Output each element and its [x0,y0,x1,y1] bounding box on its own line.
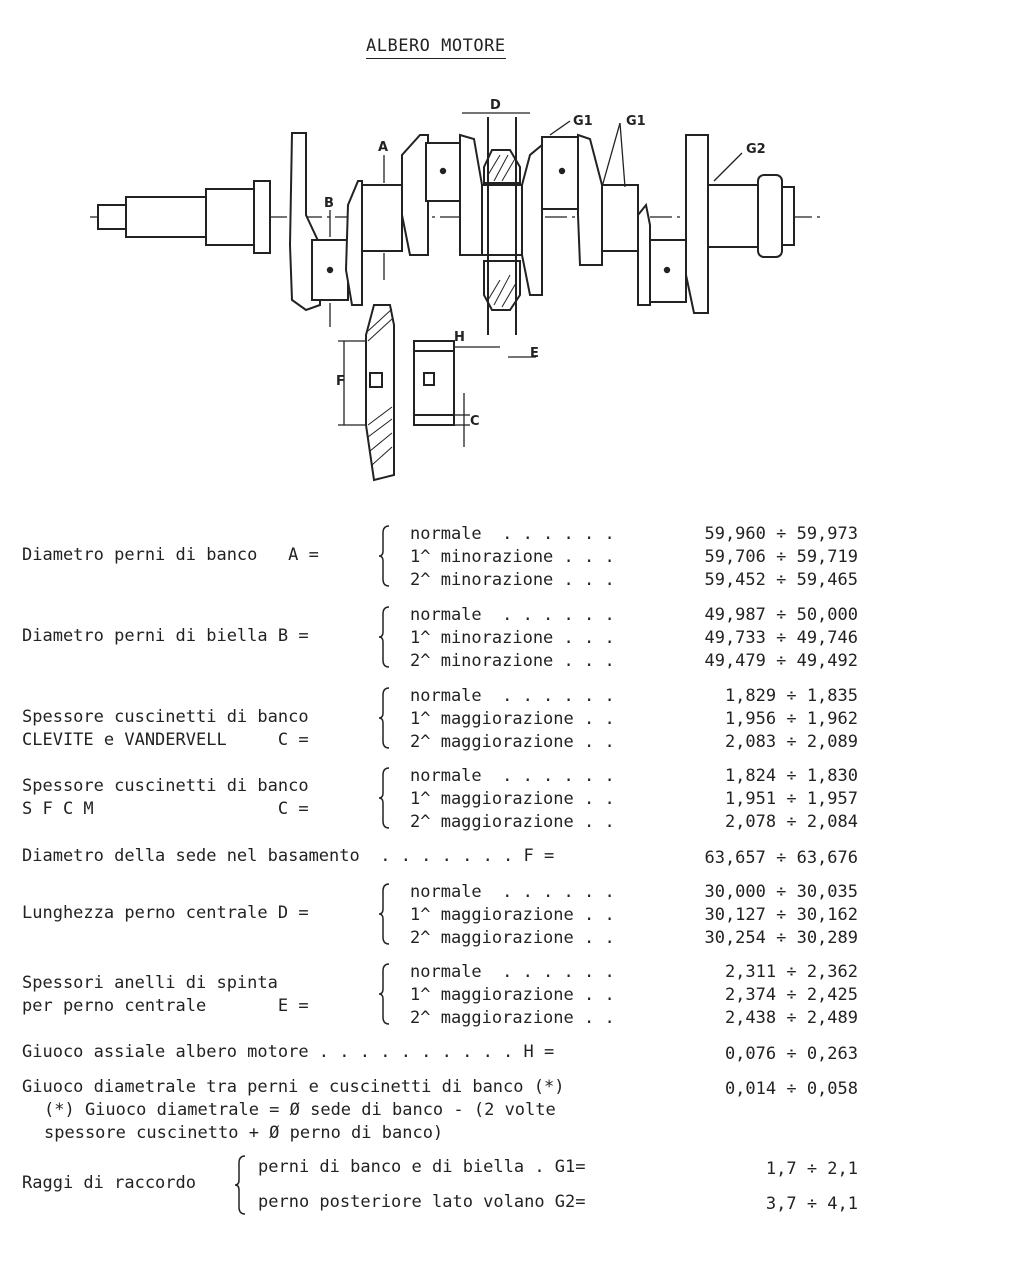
row-c2-item-1: normale . . . . . . [410,766,615,786]
row-c2-label-2: S F C M C = [22,799,309,819]
label-h: H [454,330,465,345]
row-d-item-2: 1^ maggiorazione . . [410,905,615,925]
row-a-value-3: 59,452 ÷ 59,465 [704,570,858,590]
row-e-item-1: normale . . . . . . [410,962,615,982]
label-b: B [324,196,334,211]
row-a-value-1: 59,960 ÷ 59,973 [704,524,858,544]
row-d-item-3: 2^ maggiorazione . . [410,928,615,948]
row-d-item-1: normale . . . . . . [410,882,615,902]
row-a-value-2: 59,706 ÷ 59,719 [704,547,858,567]
row-b-label: Diametro perni di biella B = [22,626,309,646]
brace-b [378,606,390,668]
row-c1-item-2: 1^ maggiorazione . . [410,709,615,729]
row-d-value-2: 30,127 ÷ 30,162 [704,905,858,925]
row-a-item-3: 2^ minorazione . . . [410,570,615,590]
row-f-label: Diametro della sede nel basamento . . . . . . . F = [22,846,555,866]
row-c1-value-2: 1,956 ÷ 1,962 [724,709,858,729]
row-b-value-3: 49,479 ÷ 49,492 [704,651,858,671]
row-c1-value-3: 2,083 ÷ 2,089 [724,732,858,752]
row-c2-item-2: 1^ maggiorazione . . [410,789,615,809]
row-g-value-1: 1,7 ÷ 2,1 [765,1159,858,1179]
row-e-item-3: 2^ maggiorazione . . [410,1008,615,1028]
row-a-label: Diametro perni di banco A = [22,545,319,565]
row-c2-label-1: Spessore cuscinetti di banco [22,776,309,796]
row-c2-item-3: 2^ maggiorazione . . [410,812,615,832]
row-e-value-3: 2,438 ÷ 2,489 [724,1008,858,1028]
label-f: F [336,374,345,389]
row-c1-item-1: normale . . . . . . [410,686,615,706]
row-e-label-2: per perno centrale E = [22,996,309,1016]
row-b-value-1: 49,987 ÷ 50,000 [704,605,858,625]
row-c2-value-3: 2,078 ÷ 2,084 [724,812,858,832]
label-g2: G2 [746,142,766,157]
row-e-value-2: 2,374 ÷ 2,425 [724,985,858,1005]
row-c2-value-2: 1,951 ÷ 1,957 [724,789,858,809]
row-c2-value-1: 1,824 ÷ 1,830 [724,766,858,786]
row-g-value-2: 3,7 ÷ 4,1 [765,1194,858,1214]
label-c: C [470,414,480,429]
row-h-value: 0,076 ÷ 0,263 [724,1044,858,1064]
row-gd-label: Giuoco diametrale tra perni e cuscinetti di banco (*) [22,1077,565,1097]
label-a: A [378,140,389,155]
row-b-item-3: 2^ minorazione . . . [410,651,615,671]
brace-d [378,883,390,945]
row-g-item-2: perno posteriore lato volano G2= [258,1192,586,1212]
row-gd-note-2: spessore cuscinetto + Ø perno di banco) [44,1123,444,1143]
brace-g [234,1155,246,1215]
row-c1-label-1: Spessore cuscinetti di banco [22,707,309,727]
row-e-value-1: 2,311 ÷ 2,362 [724,962,858,982]
row-f-value: 63,657 ÷ 63,676 [704,848,858,868]
row-d-value-1: 30,000 ÷ 30,035 [704,882,858,902]
row-g-label: Raggi di raccordo [22,1173,196,1193]
row-h-label: Giuoco assiale albero motore . . . . . . . . . . H = [22,1042,555,1062]
label-g1-b: G1 [626,114,646,129]
row-d-value-3: 30,254 ÷ 30,289 [704,928,858,948]
brace-a [378,525,390,587]
row-g-item-1: perni di banco e di biella . G1= [258,1157,586,1177]
crankshaft-drawing [90,95,830,495]
row-d-label: Lunghezza perno centrale D = [22,903,309,923]
row-c1-item-3: 2^ maggiorazione . . [410,732,615,752]
label-e: E [530,346,539,361]
row-b-item-1: normale . . . . . . [410,605,615,625]
row-b-value-2: 49,733 ÷ 49,746 [704,628,858,648]
brace-c1 [378,687,390,749]
row-a-item-1: normale . . . . . . [410,524,615,544]
brace-e [378,963,390,1025]
row-c1-value-1: 1,829 ÷ 1,835 [724,686,858,706]
row-e-label-1: Spessori anelli di spinta [22,973,278,993]
row-gd-note-1: (*) Giuoco diametrale = Ø sede di banco - (2 volte [44,1100,556,1120]
label-g1-a: G1 [573,114,593,129]
row-e-item-2: 1^ maggiorazione . . [410,985,615,1005]
row-c1-label-2: CLEVITE e VANDERVELL C = [22,730,309,750]
row-gd-value: 0,014 ÷ 0,058 [724,1079,858,1099]
brace-c2 [378,767,390,829]
page-title: ALBERO MOTORE [366,36,506,59]
row-b-item-2: 1^ minorazione . . . [410,628,615,648]
row-a-item-2: 1^ minorazione . . . [410,547,615,567]
label-d: D [490,98,501,113]
